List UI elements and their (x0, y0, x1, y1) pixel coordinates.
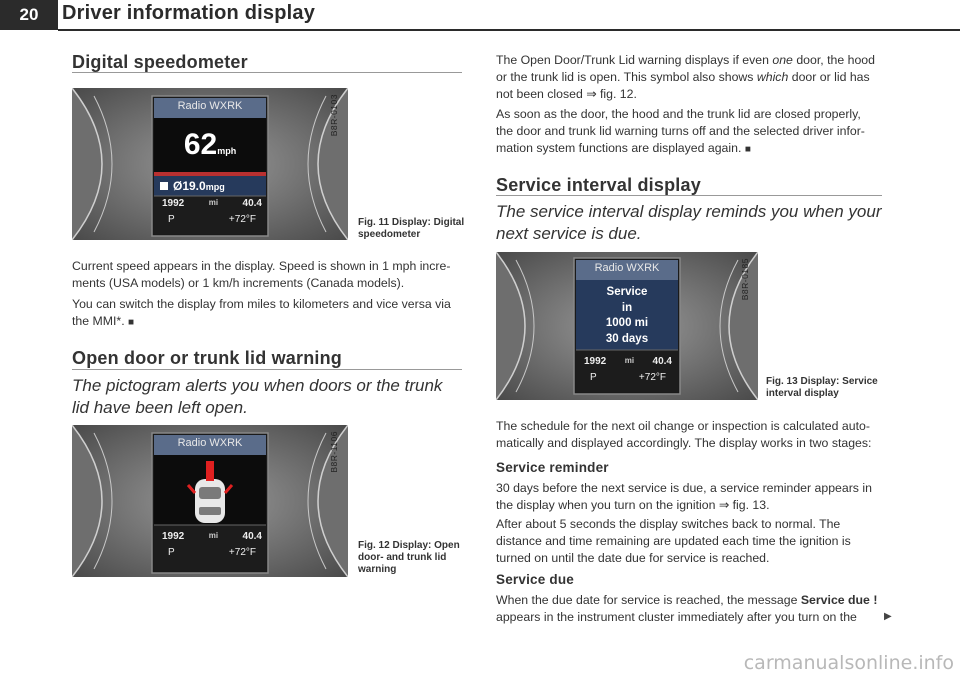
paragraph-text: You can switch the display from miles to kilometers and vice versa via the MMI*. (72, 297, 451, 328)
gear-temp-row (168, 214, 256, 225)
emphasis: one (772, 53, 793, 67)
paragraph: After about 5 seconds the display switches back to normal. The distance and time remaining are updated each time the ignition is turned on until the date due for service is reached. (496, 517, 851, 565)
paragraph: The schedule for the next oil change or inspection is calculated auto-matically and displayed accordingly. The display works in two stages: (496, 419, 872, 450)
odometer-unit: mi (624, 356, 635, 365)
radio-station-label: Radio WXRK (177, 100, 243, 112)
outside-temp: +72°F (638, 372, 666, 383)
figure-11-caption (358, 217, 468, 241)
emphasis: which (756, 70, 789, 84)
caption-number: Fig. 11 (358, 217, 390, 228)
section-lead: The pictogram alerts you when doors or the trunk lid have been left open. (72, 376, 443, 417)
outside-temp: +72°F (228, 214, 256, 225)
outside-temp: +72°F (228, 547, 256, 558)
watermark: carmanualsonline.info (743, 652, 954, 674)
service-line: Service (606, 286, 648, 298)
end-mark-icon: ■ (128, 317, 135, 328)
radio-station-label: Radio WXRK (177, 437, 243, 449)
section-rule (72, 72, 462, 73)
section-rule (72, 369, 462, 370)
service-message (576, 285, 678, 347)
paragraph: 30 days before the next service is due, a service reminder appears in the display when you turn on the ignition ⇒ fig. 13. (496, 481, 872, 512)
caption-number: Fig. 12 (358, 540, 390, 551)
paragraph-text: As soon as the door, the hood and the trunk lid are closed properly, the door and trunk lid warning turns off and the selected driver infor-mation system functions are displayed again. (496, 107, 865, 155)
section-lead: The service interval display reminds you when your next service is due. (496, 202, 882, 243)
paragraph (72, 296, 464, 331)
service-line: 30 days (605, 332, 649, 345)
caption-text: Display: Digital speedometer (358, 217, 465, 240)
figure-13-service-interval (496, 252, 758, 400)
speed-unit: mph (217, 146, 237, 156)
caption-text: Display: Service interval display (766, 376, 878, 399)
text-run: appears in the instrument cluster immediately after you turn on the (496, 610, 857, 624)
speed-value: 62 (183, 128, 218, 161)
service-line: in (621, 301, 633, 314)
paragraph (496, 106, 880, 158)
figure-code: B8R-0185 (740, 258, 750, 301)
gear-indicator: P (168, 214, 175, 225)
next-page-arrow-icon: ▶ (884, 611, 892, 622)
caption-number: Fig. 13 (766, 376, 798, 387)
figure-12-door-warning (72, 425, 348, 577)
subheading-service-reminder: Service reminder (496, 460, 609, 475)
section-title-service-interval: Service interval display (496, 175, 701, 195)
caption-text: Display: Open door- and trunk lid warning (358, 540, 460, 575)
section-title-digital-speedometer: Digital speedometer (72, 52, 248, 72)
fuel-icon (160, 182, 168, 190)
avg-unit: mpg (205, 182, 225, 192)
trip-value: 40.4 (652, 356, 672, 367)
speed-readout (154, 128, 266, 162)
paragraph: Current speed appears in the display. Speed is shown in 1 mph incre-ments (USA models) or 1 km/h increments (Canada models). (72, 259, 451, 290)
avg-value: Ø19.0 (173, 179, 206, 193)
figure-11-digital-speedometer (72, 88, 348, 240)
text-run: When the due date for service is reached, the message (496, 593, 801, 607)
text-run: door, the hood or the trunk lid is open. This symbol also shows (496, 53, 875, 84)
figure-12-caption (358, 540, 468, 576)
service-line: 1000 mi (605, 317, 649, 329)
figure-code: B8R-0103 (329, 94, 339, 137)
gear-temp-row (168, 547, 256, 558)
bold-message: Service due ! (800, 593, 878, 607)
odometer-value: 1992 (162, 198, 185, 209)
odometer-unit: mi (208, 531, 219, 540)
text-run: The Open Door/Trunk Lid warning displays if even (496, 53, 773, 67)
section-rule (496, 195, 882, 196)
subheading-service-due: Service due (496, 572, 574, 587)
page-number: 20 (0, 0, 58, 30)
gear-temp-row (590, 372, 666, 383)
text-run: door or lid has not been closed ⇒ fig. 12. (496, 70, 870, 101)
page-header-title: Driver information display (62, 2, 316, 24)
figure-code: B8R-1106 (329, 431, 339, 473)
gear-indicator: P (168, 547, 175, 558)
figure-13-caption (766, 376, 886, 400)
radio-station-label: Radio WXRK (594, 262, 660, 274)
odometer-unit: mi (208, 198, 219, 207)
paragraph (496, 52, 880, 103)
paragraph (496, 592, 882, 626)
section-title-door-warning: Open door or trunk lid warning (72, 348, 342, 368)
trip-value: 40.4 (242, 531, 262, 542)
gear-indicator: P (590, 372, 597, 383)
odometer-row (162, 531, 262, 542)
trip-value: 40.4 (242, 198, 262, 209)
odometer-row (584, 356, 672, 367)
end-mark-icon: ■ (744, 144, 751, 155)
odometer-value: 1992 (584, 356, 607, 367)
avg-consumption (160, 179, 264, 193)
odometer-value: 1992 (162, 531, 185, 542)
header-rule (58, 29, 960, 31)
odometer-row (162, 198, 262, 209)
